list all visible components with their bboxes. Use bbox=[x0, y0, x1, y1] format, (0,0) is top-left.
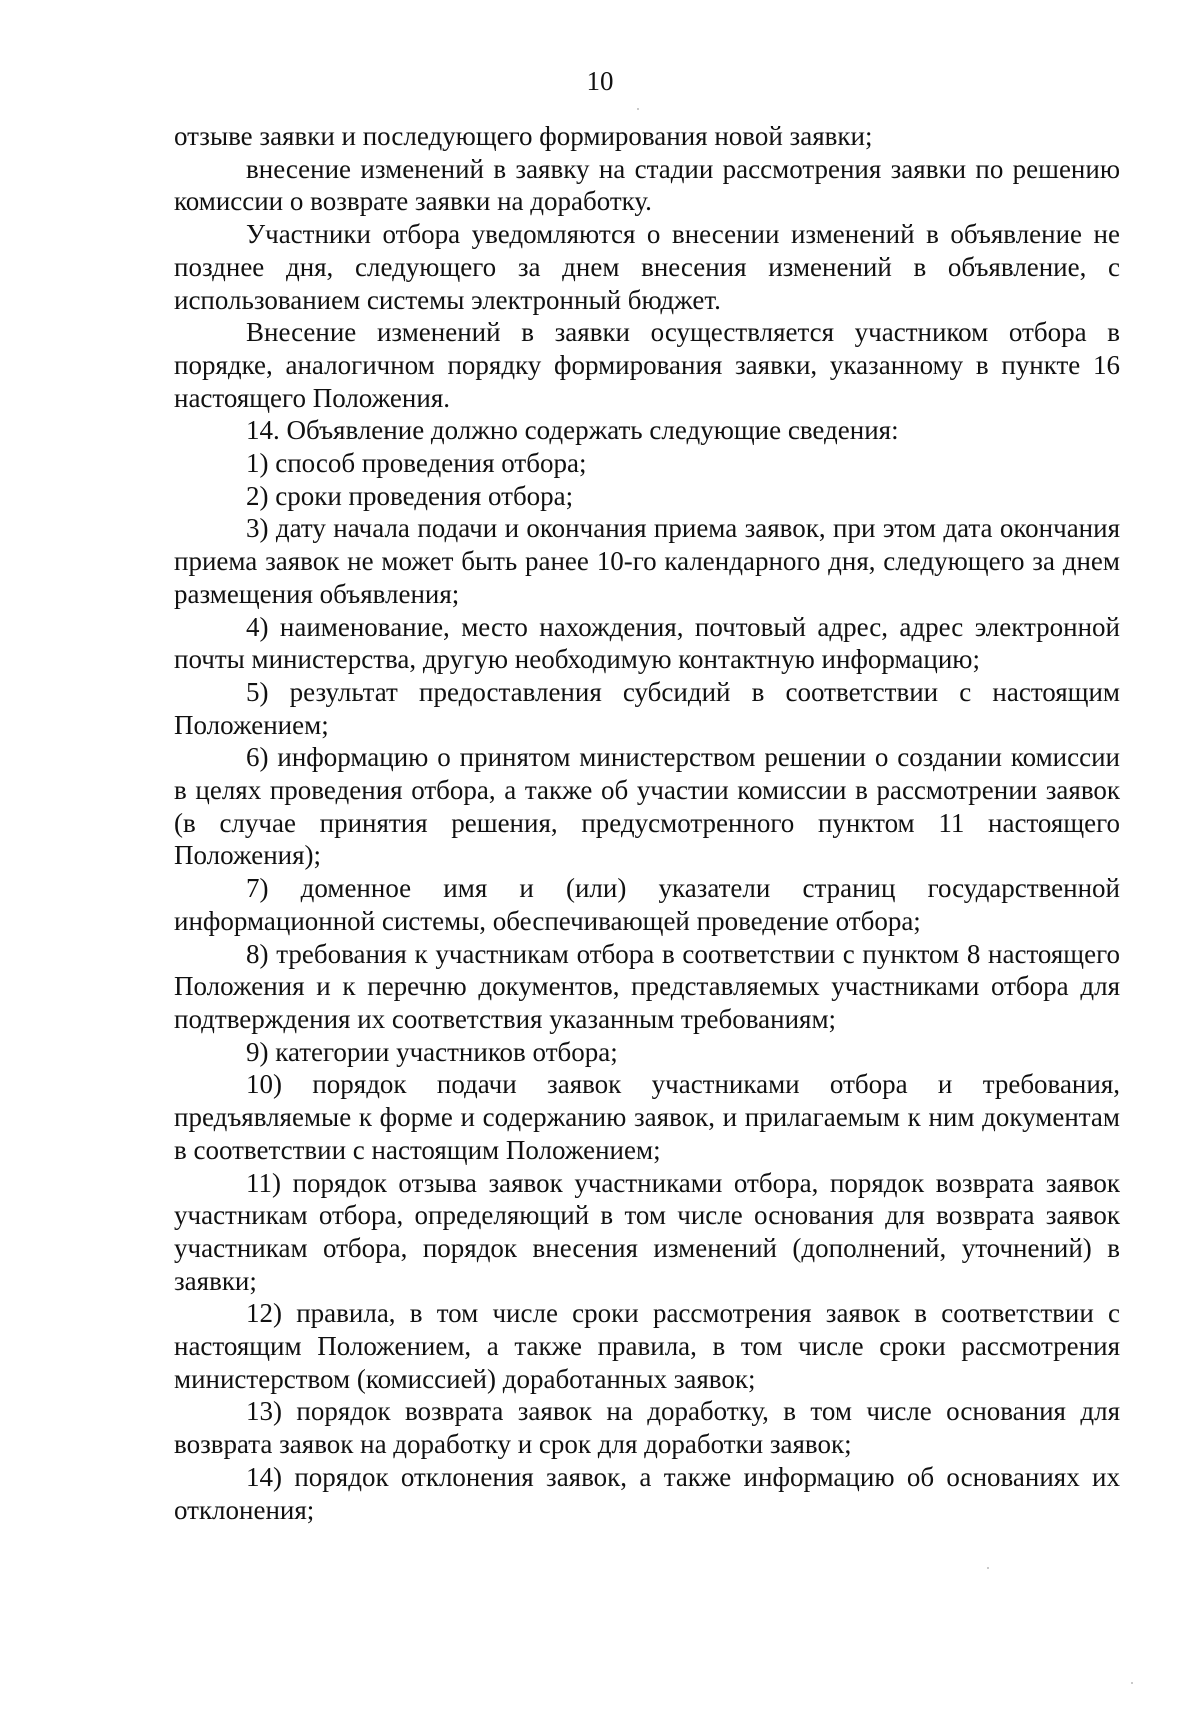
list-item: 3) дату начала подачи и окончания приема заявок, при этом дата окончания приема заявок не может быть ранее 10-го календарного дня, следующего за днем размещения объявления; bbox=[174, 513, 1120, 609]
list-item: 7) доменное имя и (или) указатели страниц государственной информационной системы, обеспечивающей проведение отбора; bbox=[174, 873, 1120, 936]
list-item: 9) категории участников отбора; bbox=[246, 1036, 618, 1067]
paragraph: Внесение изменений в заявки осуществляется участником отбора в порядке, аналогичном порядку формирования заявки, указанному в пункте 16 настоящего Положения. bbox=[174, 317, 1120, 413]
list-item: 2) сроки проведения отбора; bbox=[246, 480, 574, 511]
list-item: 4) наименование, место нахождения, почтовый адрес, адрес электронной почты министерства, другую необходимую контактную информацию; bbox=[174, 611, 1120, 675]
scan-speck bbox=[987, 1567, 989, 1569]
list-item: 13) порядок возврата заявок на доработку, в том числе основания для возврата заявок на доработку и срок для доработки заявок; bbox=[174, 1396, 1120, 1460]
page-number: 10 bbox=[586, 66, 614, 96]
paragraph: внесение изменений в заявку на стадии рассмотрения заявки по решению комиссии о возврате заявки на доработку. bbox=[174, 153, 1120, 217]
scan-speck bbox=[637, 108, 639, 110]
list-item: 6) информацию о принятом министерством решении о создании комиссии в целях проведения отбора, а также об участии комиссии в рассмотрении заявок (в случае принятия решения, предусмотренного пунктом 11 настоящего Положения); bbox=[174, 742, 1120, 871]
list-item: 8) требования к участникам отбора в соответствии с пунктом 8 настоящего Положения и к перечню документов, представляемых участниками отбора для подтверждения их соответствия указанным требованиям; bbox=[174, 938, 1120, 1034]
list-item: 10) порядок подачи заявок участниками отбора и требования, предъявляемые к форме и содержанию заявок, и прилагаемым к ним документам в соответствии с настоящим Положением; bbox=[174, 1069, 1120, 1165]
list-item: 5) результат предоставления субсидий в соответствии с настоящим Положением; bbox=[174, 676, 1120, 740]
paragraph: Участники отбора уведомляются о внесении изменений в объявление не позднее дня, следующего за днем внесения изменений в объявление, с использованием системы электронный бюджет. bbox=[174, 219, 1120, 315]
list-item: 11) порядок отзыва заявок участниками отбора, порядок возврата заявок участникам отбора, определяющий в том числе основания для возврата заявок участникам отбора, порядок внесения изменений (дополнений, уточнений) в заявки; bbox=[174, 1167, 1120, 1296]
list-item: 14) порядок отклонения заявок, а также информацию об основаниях их отклонения; bbox=[174, 1461, 1120, 1525]
list-item: 1) способ проведения отбора; bbox=[246, 448, 587, 479]
list-item: 12) правила, в том числе сроки рассмотрения заявок в соответствии с настоящим Положением, а также правила, в том числе сроки рассмотрения министерством (комиссией) доработанных заявок; bbox=[174, 1298, 1120, 1394]
paragraph: отзыве заявки и последующего формирования новой заявки; bbox=[174, 121, 873, 151]
scan-speck bbox=[1131, 1682, 1133, 1684]
section-heading: 14. Объявление должно содержать следующие сведения: bbox=[246, 415, 899, 446]
document-body bbox=[174, 120, 1120, 1526]
